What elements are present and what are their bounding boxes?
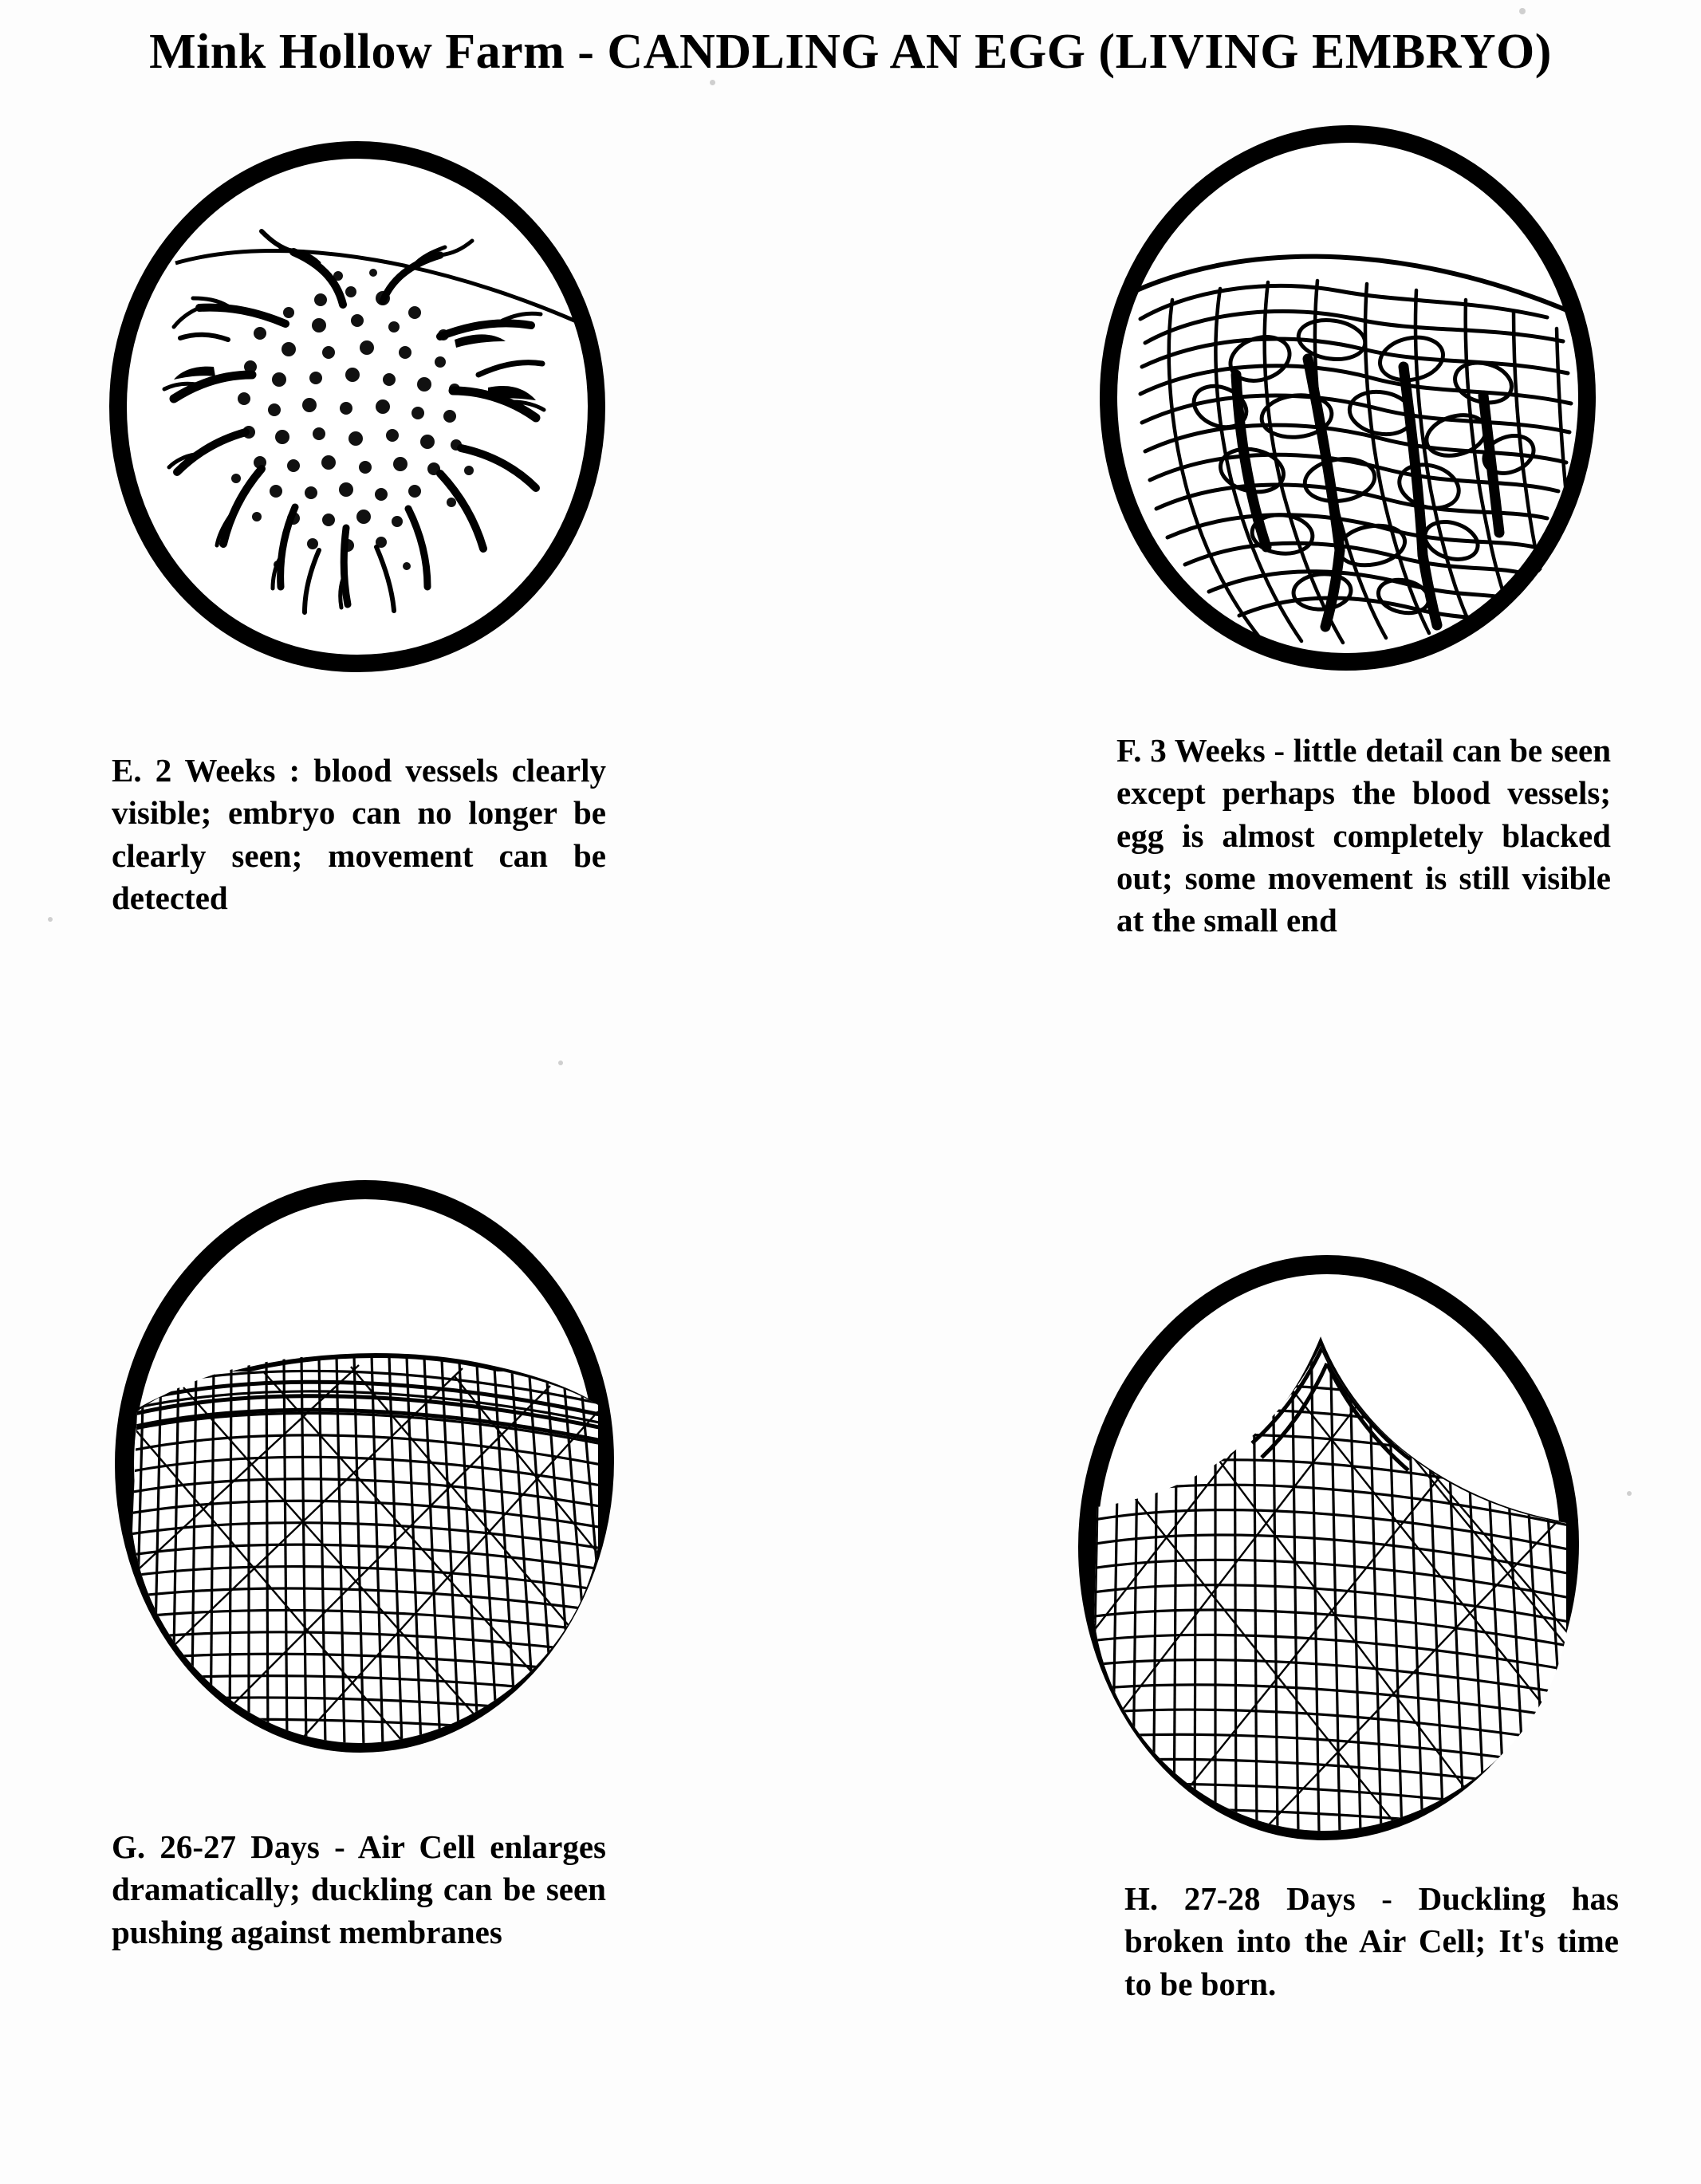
caption-h: H. 27-28 Days - Duckling has broken into the Air Cell; It's time to be born. bbox=[1124, 1880, 1619, 2002]
caption-f: F. 3 Weeks - little detail can be seen except perhaps the blood vessels; egg is almost completely blacked out; some movement is still visible at the small end bbox=[1116, 732, 1611, 939]
caption-g: G. 26-27 Days - Air Cell enlarges dramatically; duckling can be seen pushing against membranes bbox=[112, 1828, 606, 1950]
figure-f bbox=[1069, 120, 1627, 678]
figure-g bbox=[88, 1172, 646, 1762]
paper-speck bbox=[1627, 1491, 1632, 1496]
caption-e: E. 2 Weeks : blood vessels clearly visible; embryo can no longer be clearly seen; movement can be detected bbox=[112, 752, 606, 916]
egg-illustration-g bbox=[88, 1172, 646, 1762]
paper-speck bbox=[710, 80, 715, 85]
paper-speck bbox=[1519, 8, 1526, 14]
egg-illustration-h bbox=[1053, 1244, 1611, 1850]
paper-speck bbox=[558, 1061, 563, 1065]
egg-illustration-e bbox=[80, 136, 638, 678]
paper-speck bbox=[48, 917, 53, 922]
egg-illustration-f bbox=[1069, 120, 1627, 678]
figure-e bbox=[80, 136, 638, 678]
page-title: Mink Hollow Farm - CANDLING AN EGG (LIVING EMBRYO) bbox=[149, 25, 1552, 79]
figure-h bbox=[1053, 1244, 1611, 1850]
